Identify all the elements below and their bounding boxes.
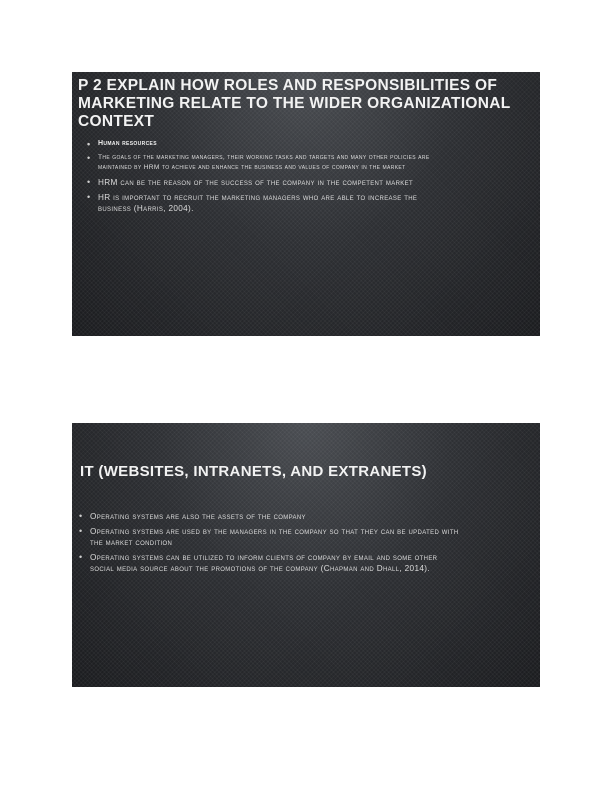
slide-title: P 2 EXPLAIN HOW ROLES AND RESPONSIBILITIES OF MARKETING RELATE TO THE WIDER ORGANIZATIONAL CONTEXT	[78, 77, 511, 130]
bullet-item: • The goals of the marketing managers, their working tasks and targets and many other policies are maintained by HRM to achieve and enhance the business and values of company in the market	[86, 153, 440, 173]
slide-marketing-roles	[72, 72, 540, 336]
bullet-item: • HRM can be the reason of the success of the company in the competent market	[86, 177, 440, 188]
bullet-list	[72, 139, 540, 214]
bullet-list	[72, 511, 540, 574]
bullet-item: • Operating systems are used by the managers in the company so that they can be updated with the market condition	[78, 526, 460, 548]
bullet-item: • HR is important to recruit the marketing managers who are able to increase the business (Harris, 2004).	[86, 192, 440, 214]
bullet-item: • Human resources	[86, 139, 440, 149]
bullet-item: • Operating systems are also the assets of the company	[78, 511, 460, 522]
slide-title: IT (WEBSITES, INTRANETS, AND EXTRANETS)	[80, 463, 427, 480]
bullet-item: • Operating systems can be utilized to inform clients of company by email and some other social media source about the promotions of the company (Chapman and Dhall, 2014).	[78, 552, 460, 574]
slide-it-systems	[72, 423, 540, 687]
